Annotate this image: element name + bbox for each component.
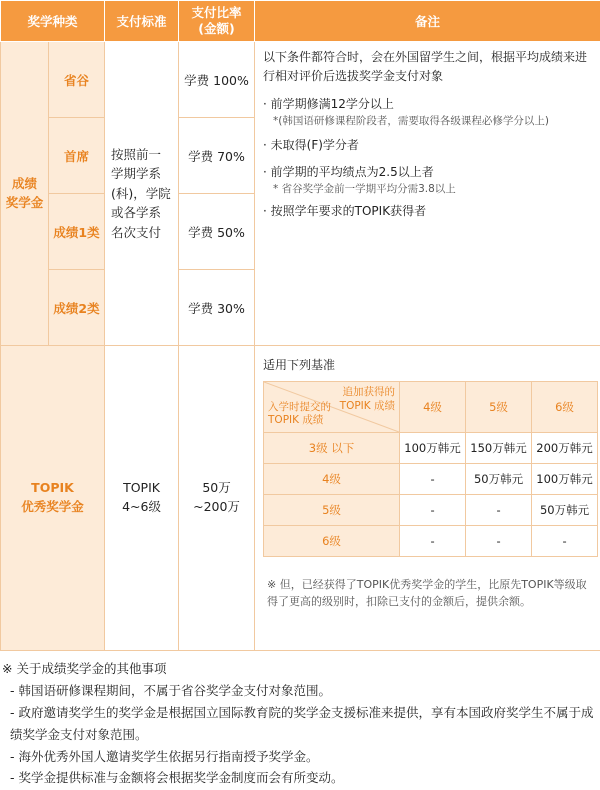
- grade-rate-1: 学费 100%: [179, 42, 255, 118]
- note-item: - 政府邀请奖学生的奖学金是根据国立国际教育院的奖学金支援标准来提供，享有本国政府奖学生不属于成绩奖学金支付对象范围。: [10, 704, 594, 742]
- remark-item-1: [263, 95, 592, 128]
- level-4: 4级: [400, 382, 466, 433]
- grade-rate-4: 学费 30%: [179, 270, 255, 346]
- other-notes: [0, 658, 600, 789]
- grade-standard: [105, 42, 179, 346]
- remark-item-3-note: * 省谷奖学金前一学期平均分需3.8以上: [273, 182, 456, 195]
- cell: 150万韩元: [466, 433, 532, 464]
- grade-rate-3: 学费 50%: [179, 194, 255, 270]
- table-row: [264, 464, 598, 495]
- cell: 50万韩元: [532, 495, 598, 526]
- table-row: [264, 495, 598, 526]
- note-item: - 奖学金提供标准与金额将会根据奖学金制度而会有所变动。: [10, 770, 344, 786]
- remark-item-3-text: · 前学期的平均绩点为2.5以上者: [263, 165, 434, 180]
- grade-standard-text: 按照前一学期学系(科)，学院或各学系名次支付: [111, 147, 171, 240]
- cell: 200万韩元: [532, 433, 598, 464]
- cell: -: [466, 526, 532, 557]
- level-5: 5级: [466, 382, 532, 433]
- note-item: - 韩国语研修课程期间，不属于省谷奖学金支付对象范围。: [10, 682, 331, 698]
- topik-criteria-title: 适用下列基准: [263, 358, 336, 372]
- remark-item-4-text: · 按照学年要求的TOPIK获得者: [263, 204, 427, 219]
- topik-category: TOPIK 优秀奖学金: [1, 346, 105, 651]
- remark-item-4: [263, 202, 592, 221]
- remark-item-1-text: · 前学期修满12学分以上: [263, 97, 394, 112]
- row-label: 5级: [264, 495, 400, 526]
- remark-item-1-note: *(韩国语研修课程阶段者，需要取得各级课程必修学分以上): [273, 114, 549, 127]
- diag-top-label: 追加获得的 TOPIK 成绩: [339, 386, 396, 412]
- topik-footnote: ※ 但，已经获得了TOPIK优秀奖学金的学生，比原先TOPIK等级取得了更高的级别时，扣除已支付的金额后，提供余额。: [267, 578, 587, 608]
- grade-sub-seonggok: 省谷: [49, 42, 105, 118]
- grade-sub-first: 首席: [49, 118, 105, 194]
- header-standard: 支付标准: [105, 1, 179, 42]
- cell: 50万韩元: [466, 464, 532, 495]
- topik-standard: TOPIK 4~6级: [105, 346, 179, 651]
- cell: 100万韩元: [532, 464, 598, 495]
- remark-item-2: [263, 136, 592, 155]
- grade-remarks: [255, 42, 600, 346]
- header-ratio: 支付比率 (金额): [179, 1, 255, 42]
- grade-remarks-intro: 以下条件都符合时，会在外国留学生之间，根据平均成绩来进行相对评价后选拔奖学金支付对象: [263, 50, 588, 83]
- cell: -: [400, 526, 466, 557]
- cell: -: [400, 495, 466, 526]
- cell: -: [466, 495, 532, 526]
- table-row: [264, 433, 598, 464]
- topik-remarks: [255, 346, 600, 651]
- topik-criteria-table: [263, 381, 598, 557]
- level-6: 6级: [532, 382, 598, 433]
- remark-item-3: [263, 163, 592, 196]
- cell: 100万韩元: [400, 433, 466, 464]
- row-label: 3级 以下: [264, 433, 400, 464]
- note-item: - 海外优秀外国人邀请奖学生依据另行指南授予奖学金。: [10, 748, 319, 764]
- topik-diag-header: [264, 382, 400, 433]
- grade-category: 成绩 奖学金: [1, 42, 49, 346]
- cell: -: [400, 464, 466, 495]
- diag-bottom-label: 入学时提交的 TOPIK 成绩: [268, 400, 332, 427]
- row-label: 4级: [264, 464, 400, 495]
- other-notes-title: ※ 关于成绩奖学金的其他事项: [2, 661, 167, 676]
- row-label: 6级: [264, 526, 400, 557]
- table-row: [264, 526, 598, 557]
- header-remarks: 备注: [255, 1, 600, 42]
- cell: -: [532, 526, 598, 557]
- header-type: 奖学种类: [1, 1, 105, 42]
- grade-rate-2: 学费 70%: [179, 118, 255, 194]
- grade-sub-class1: 成绩1类: [49, 194, 105, 270]
- topik-amount: 50万 ~200万: [179, 346, 255, 651]
- grade-sub-class2: 成绩2类: [49, 270, 105, 346]
- remark-item-2-text: · 未取得(F)学分者: [263, 138, 359, 153]
